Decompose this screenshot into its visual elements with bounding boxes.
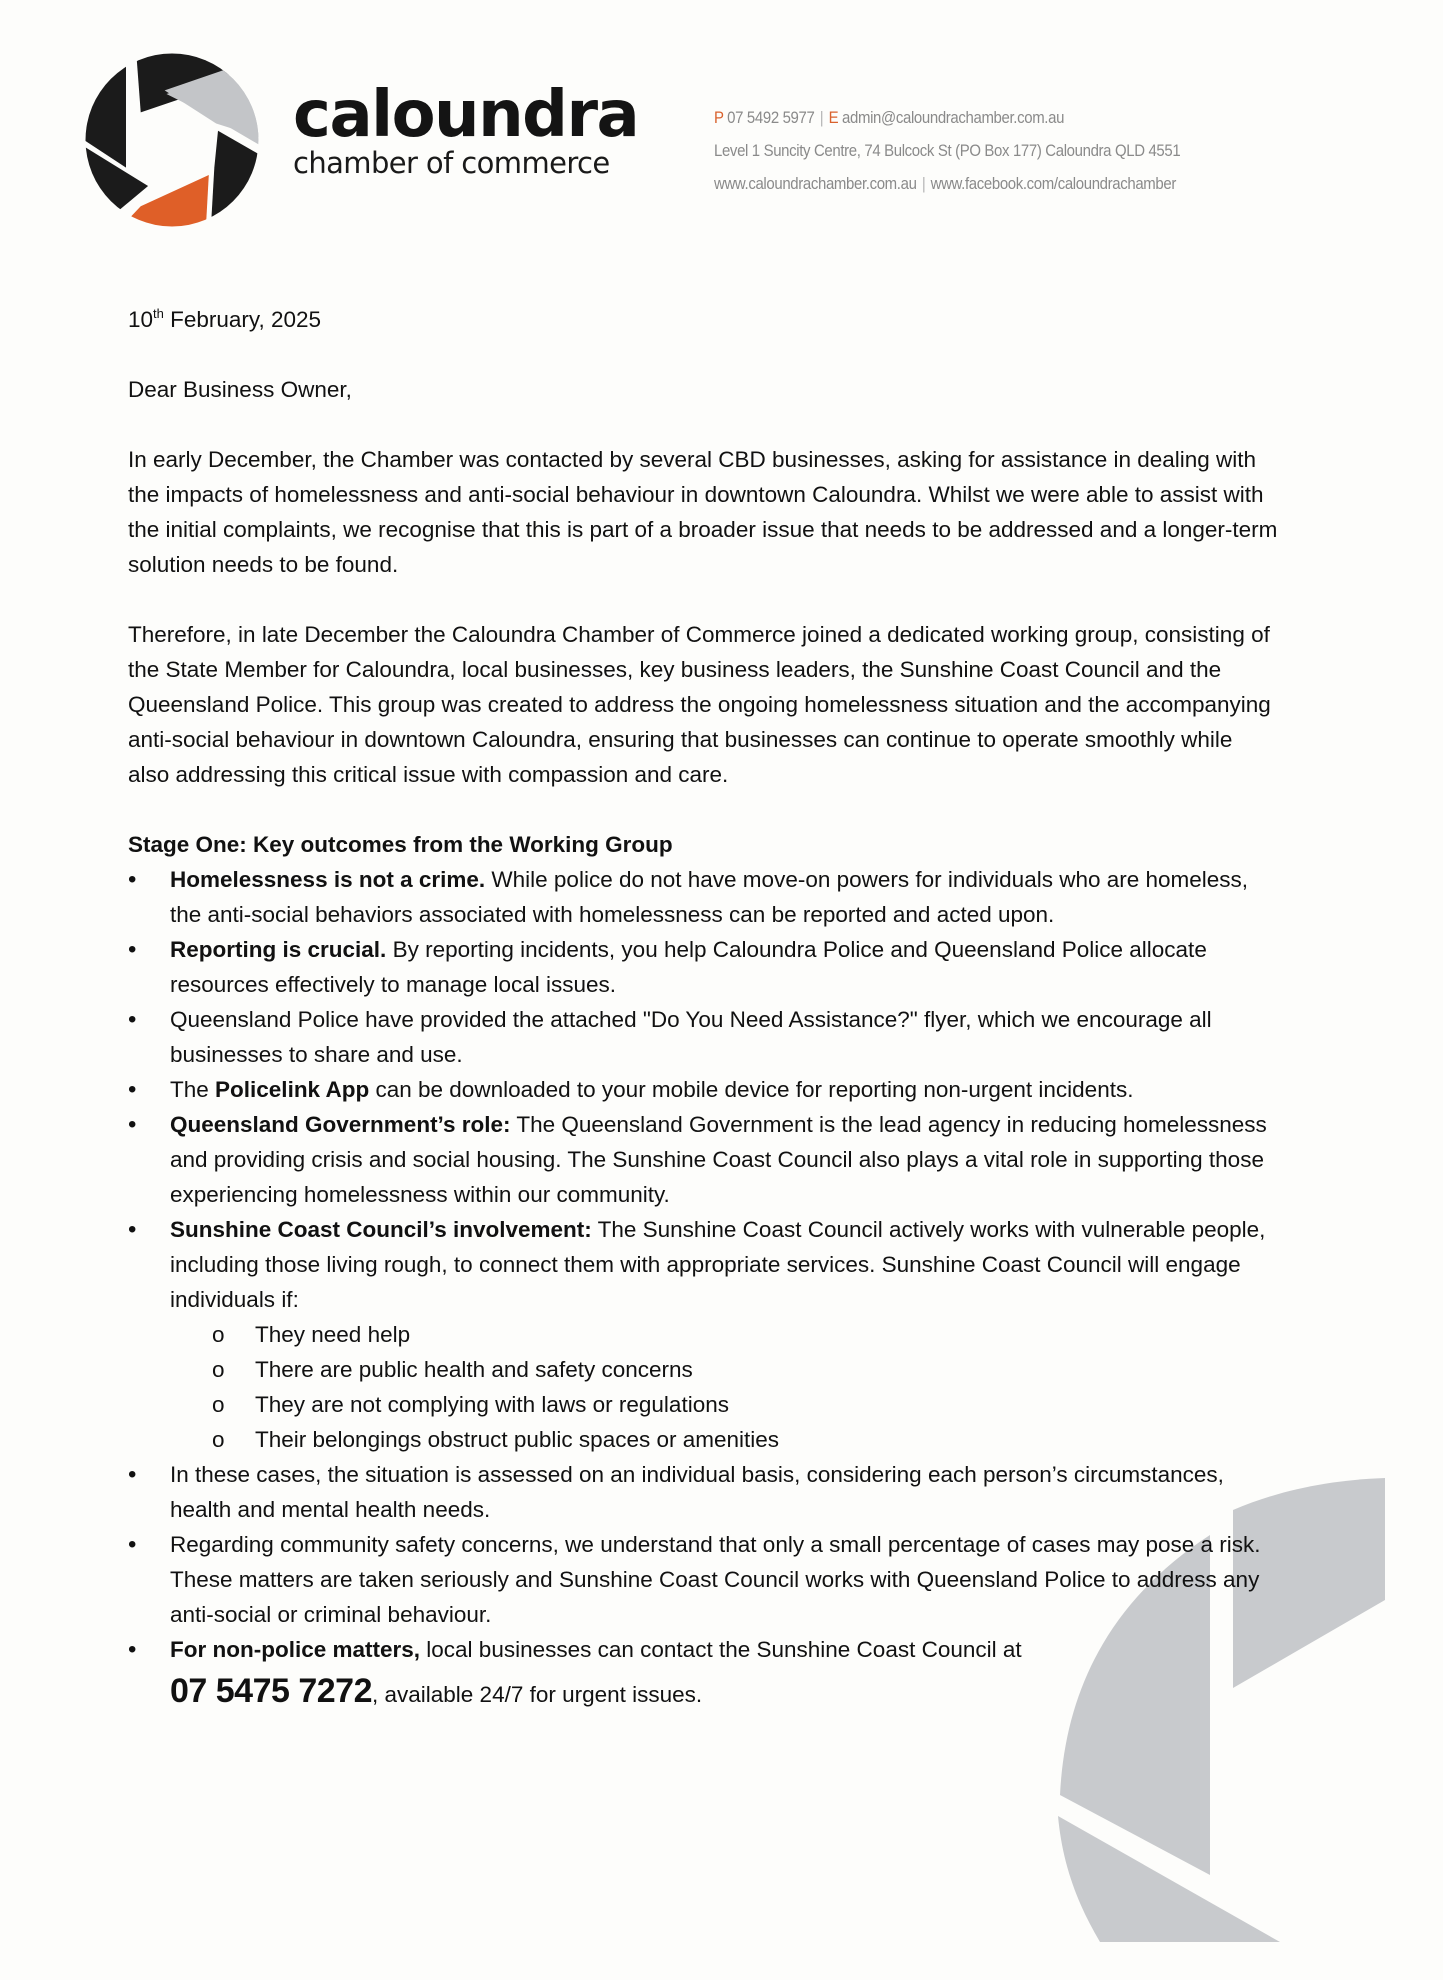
- caloundra-aperture-logo-icon: [78, 48, 266, 232]
- separator: |: [921, 174, 926, 193]
- org-name: caloundra: [293, 78, 639, 152]
- list-item-pre: The: [170, 1077, 216, 1102]
- list-item-bold: Reporting is crucial.: [170, 937, 387, 962]
- list-item: [128, 932, 1278, 1002]
- list-item: [128, 1212, 1278, 1317]
- key-outcomes-list-continued: [128, 1457, 1278, 1717]
- date-rest: February, 2025: [163, 307, 322, 332]
- list-item: [128, 1107, 1278, 1212]
- org-subtitle: chamber of commerce: [293, 146, 610, 180]
- sub-list-item: o They need help: [128, 1317, 1278, 1352]
- sub-list-item: o Their belongings obstruct public spaces or amenities: [128, 1422, 1278, 1457]
- email-link[interactable]: admin@caloundrachamber.com.au: [842, 108, 1065, 127]
- letter-date: [128, 302, 1278, 337]
- list-item: [128, 1457, 1278, 1527]
- list-item-bold: Policelink App: [215, 1077, 370, 1102]
- sub-list-item: o They are not complying with laws or regulations: [128, 1387, 1278, 1422]
- key-outcomes-list: [128, 862, 1278, 1317]
- list-item-bold: Sunshine Coast Council’s involvement:: [170, 1217, 592, 1242]
- website-link[interactable]: www.caloundrachamber.com.au: [714, 174, 917, 193]
- list-item-text: In these cases, the situation is assessed on an individual basis, considering each person’s circumstances, health and mental health needs.: [170, 1462, 1224, 1522]
- phone-label: P: [714, 108, 724, 127]
- list-item-text: can be downloaded to your mobile device for reporting non-urgent incidents.: [369, 1077, 1134, 1102]
- list-item-text: The Queensland Government is the lead agency in reducing homelessness and providing crisis and social housing. The Sunshine Coast Council also plays a vital role in supporting those experiencing homelessness within our community.: [170, 1112, 1267, 1207]
- list-item-bold: Homelessness is not a crime.: [170, 867, 486, 892]
- contact-line-web: [714, 167, 1180, 200]
- list-item: [128, 1527, 1278, 1632]
- list-item: [128, 862, 1278, 932]
- list-item-text: local businesses can contact the Sunshine Coast Council at: [420, 1637, 1022, 1662]
- contact-block: [714, 101, 1180, 200]
- letter-body: [128, 302, 1278, 1717]
- list-item-text: Queensland Police have provided the attached "Do You Need Assistance?" flyer, which we encourage all businesses to share and use.: [170, 1007, 1212, 1067]
- list-item-text: While police do not have move-on powers for individuals who are homeless, the anti-social behaviors associated with homelessness can be reported and acted upon.: [170, 867, 1249, 927]
- sub-list-item: o There are public health and safety concerns: [128, 1352, 1278, 1387]
- phone-number: 07 5492 5977: [727, 108, 815, 127]
- council-phone-suffix: , available 24/7 for urgent issues.: [371, 1682, 703, 1707]
- council-phone-line: [170, 1669, 1278, 1717]
- list-item: [128, 1002, 1278, 1072]
- paragraph-1: In early December, the Chamber was contacted by several CBD businesses, asking for assistance in dealing with the impacts of homelessness and anti-social behaviour in downtown Caloundra. Whilst we were able to assist with the initial complaints, we recognise that this is part of a broader issue that needs to be addressed and a longer-term solution needs to be found.: [128, 447, 1278, 577]
- list-item-bold: Queensland Government’s role:: [170, 1112, 511, 1137]
- date-suffix: th: [153, 306, 164, 321]
- paragraph-2: Therefore, in late December the Caloundra Chamber of Commerce joined a dedicated working group, consisting of the State Member for Caloundra, local businesses, key business leaders, the Sunshine Coast Council and the Queensland Police. This group was created to address the ongoing homelessness situation and the accompanying anti-social behaviour in downtown Caloundra, ensuring that businesses can continue to operate smoothly while also addressing this critical issue with compassion and care.: [128, 622, 1271, 787]
- email-label: E: [828, 108, 839, 127]
- list-item: [128, 1072, 1278, 1107]
- greeting: Dear Business Owner,: [128, 377, 352, 402]
- separator: |: [819, 108, 824, 127]
- list-item-text: The Sunshine Coast Council actively works with vulnerable people, including those living rough, to connect them with appropriate services. Sunshine Coast Council will engage individuals if:: [170, 1217, 1266, 1312]
- date-day: 10: [128, 307, 154, 332]
- engagement-criteria-list: [128, 1317, 1278, 1457]
- section-heading: Stage One: Key outcomes from the Working Group: [128, 832, 673, 857]
- contact-line-phone-email: [714, 101, 1180, 134]
- list-item: [128, 1632, 1278, 1717]
- org-wordmark: [293, 78, 639, 180]
- council-phone-number[interactable]: 07 5475 7272: [170, 1672, 372, 1710]
- facebook-link[interactable]: www.facebook.com/caloundrachamber: [930, 174, 1176, 193]
- list-item-text: By reporting incidents, you help Caloundra Police and Queensland Police allocate resources effectively to manage local issues.: [170, 937, 1207, 997]
- list-item-bold: For non-police matters,: [170, 1637, 421, 1662]
- list-item-text: Regarding community safety concerns, we understand that only a small percentage of cases may pose a risk. These matters are taken seriously and Sunshine Coast Council works with Queensland Police to address any anti-social or criminal behaviour.: [170, 1532, 1261, 1627]
- contact-address: Level 1 Suncity Centre, 74 Bulcock St (PO Box 177) Caloundra QLD 4551: [714, 141, 1181, 160]
